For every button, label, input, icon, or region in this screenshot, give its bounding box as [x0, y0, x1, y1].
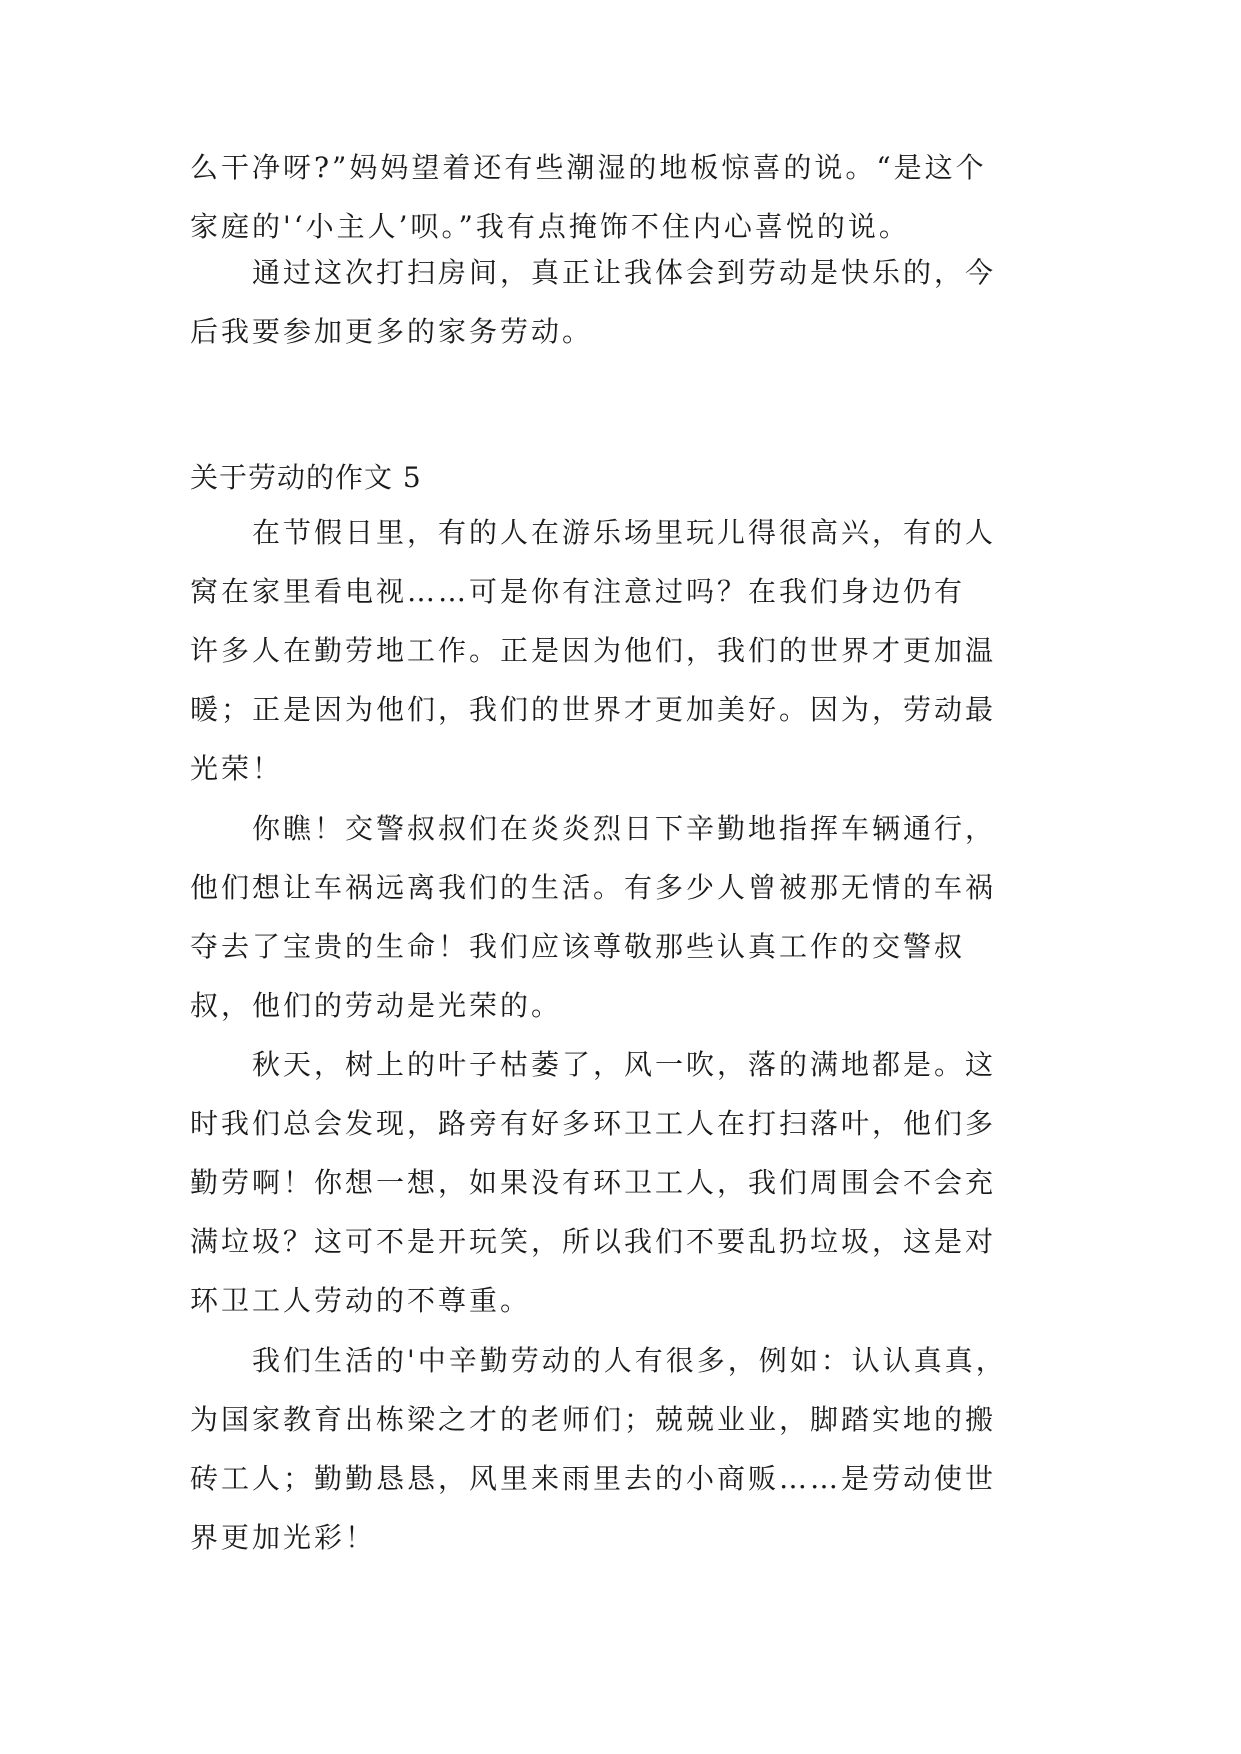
text-line: 叔，他们的劳动是光荣的。 [190, 989, 563, 1022]
intro-paragraph [190, 138, 1056, 256]
text-line: 家庭的'‘小主人’呗。”我有点掩饰不住内心喜悦的说。 [190, 210, 910, 243]
paragraph-1 [190, 503, 1056, 798]
text-line: 环卫工人劳动的不尊重。 [190, 1284, 532, 1317]
text-line: 时我们总会发现，路旁有好多环卫工人在打扫落叶，他们多 [190, 1107, 997, 1140]
text-line: 为国家教育出栋梁之才的老师们；兢兢业业，脚踏实地的搬 [190, 1403, 997, 1436]
text-line: 满垃圾？这可不是开玩笑，所以我们不要乱扔垃圾，这是对 [190, 1225, 997, 1258]
paragraph-3 [190, 1035, 1056, 1330]
text-line: 勤劳啊！你想一想，如果没有环卫工人，我们周围会不会充 [190, 1166, 997, 1199]
text-line: 暖；正是因为他们，我们的世界才更加美好。因为，劳动最 [190, 693, 997, 726]
text-line: 光荣！ [190, 752, 284, 785]
text-line: 夺去了宝贵的生命！我们应该尊敬那些认真工作的交警叔 [190, 930, 966, 963]
text-line: 你瞧！交警叔叔们在炎炎烈日下辛勤地指挥车辆通行， [190, 812, 997, 845]
text-line: 许多人在勤劳地工作。正是因为他们，我们的世界才更加温 [190, 634, 997, 667]
text-line: 他们想让车祸远离我们的生活。有多少人曾被那无情的车祸 [190, 871, 997, 904]
conclusion-paragraph [190, 243, 1056, 361]
text-line: 通过这次打扫房间，真正让我体会到劳动是快乐的，今 [190, 256, 997, 289]
text-line: 界更加光彩！ [190, 1521, 377, 1554]
text-line: 窝在家里看电视……可是你有注意过吗？在我们身边仍有 [190, 575, 966, 608]
text-line: 砖工人；勤勤恳恳，风里来雨里去的小商贩……是劳动使世 [190, 1462, 997, 1495]
text-line: 后我要参加更多的家务劳动。 [190, 315, 594, 348]
text-line: 我们生活的'中辛勤劳动的人有很多，例如：认认真真， [190, 1344, 1007, 1377]
section-heading: 关于劳动的作文 5 [190, 461, 422, 494]
text-line: 秋天，树上的叶子枯萎了，风一吹，落的满地都是。这 [190, 1048, 997, 1081]
paragraph-4 [190, 1331, 1056, 1567]
paragraph-2 [190, 799, 1056, 1035]
text-line: 在节假日里，有的人在游乐场里玩儿得很高兴，有的人 [190, 516, 997, 549]
text-line: 么干净呀?”妈妈望着还有些潮湿的地板惊喜的说。“是这个 [190, 151, 987, 184]
